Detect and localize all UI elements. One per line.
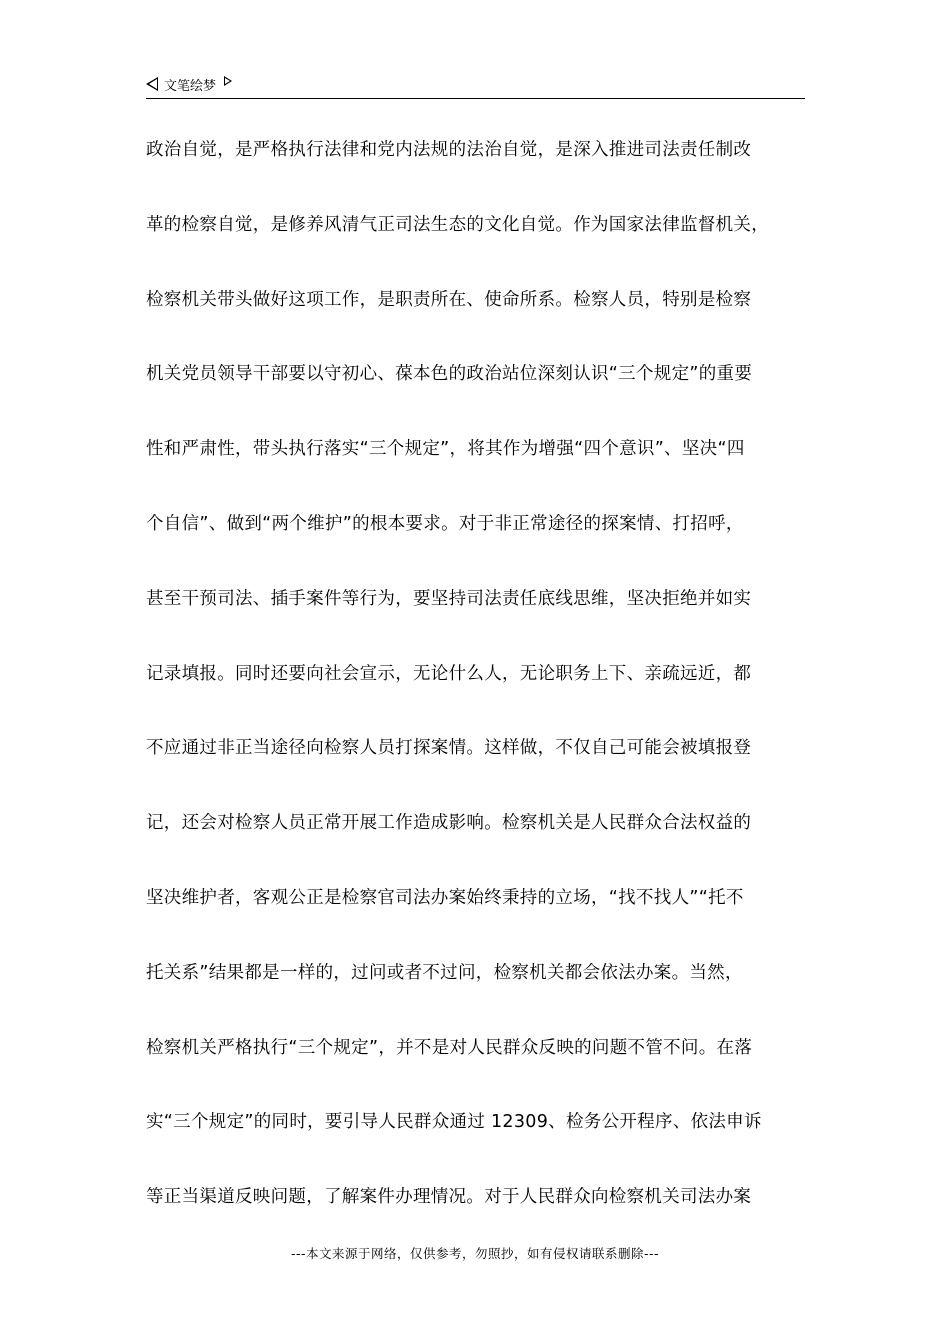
header-bar <box>146 74 805 94</box>
body-line: 托关系”结果都是一样的，过问或者不过问，检察机关都会依法办案。当然， <box>146 962 743 983</box>
document-body <box>146 130 826 1252</box>
footer-disclaimer: ---本文来源于网络，仅供参考，勿照抄，如有侵权请联系删除--- <box>290 1246 660 1261</box>
triangle-left-icon <box>146 77 158 91</box>
body-line: 性和严肃性，带头执行落实“三个规定”，将其作为增强“四个意识”、坚决“四 <box>146 439 745 460</box>
page-header <box>146 74 805 99</box>
body-line: 实“三个规定”的同时，要引导人民群众通过 12309、检务公开程序、依法申诉 <box>146 1112 762 1133</box>
body-line: 检察机关严格执行“三个规定”，并不是对人民群众反映的问题不管不问。在落 <box>146 1037 753 1058</box>
body-line: 记录填报。同时还要向社会宣示，无论什么人，无论职务上下、亲疏远近，都 <box>146 663 752 684</box>
body-line: 不应通过非正当途径向检察人员打探案情。这样做，不仅自己可能会被填报登 <box>146 738 752 759</box>
body-line: 记，还会对检察人员正常开展工作造成影响。检察机关是人民群众合法权益的 <box>146 813 752 834</box>
body-line: 个自信”、做到“两个维护”的根本要求。对于非正常途径的探案情、打招呼， <box>146 513 744 534</box>
body-line: 等正当渠道反映问题，了解案件办理情况。对于人民群众向检察机关司法办案 <box>146 1187 752 1208</box>
body-line: 政治自觉，是严格执行法律和党内法规的法治自觉，是深入推进司法责任制改 <box>146 140 752 160</box>
body-line: 甚至干预司法、插手案件等行为，要坚持司法责任底线思维，坚决拒绝并如实 <box>146 588 752 609</box>
header-title: 文笔绘梦 <box>164 78 217 94</box>
body-line: 革的检察自觉，是修养风清气正司法生态的文化自觉。作为国家法律监督机关， <box>146 214 769 235</box>
body-line: 检察机关带头做好这项工作，是职责所在、使命所系。检察人员，特别是检察 <box>146 289 752 310</box>
body-line: 坚决维护者，客观公正是检察官司法办案始终秉持的立场，“找不找人”“托不 <box>146 887 744 908</box>
body-line: 机关党员领导干部要以守初心、葆本色的政治站位深刻认识“三个规定”的重要 <box>146 364 753 385</box>
triangle-right-icon <box>224 76 232 86</box>
